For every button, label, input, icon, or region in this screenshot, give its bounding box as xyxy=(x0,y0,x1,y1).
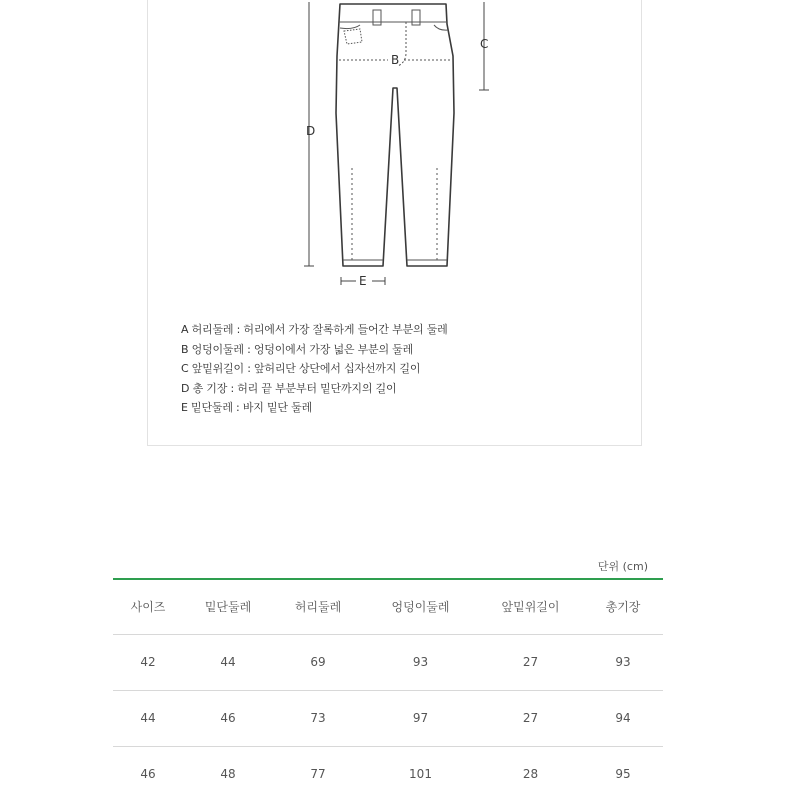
table-row xyxy=(113,690,663,746)
legend-item-hip: B 엉덩이둘레 : 엉덩이에서 가장 넓은 부분의 둘레 xyxy=(181,342,414,356)
table-cell: 93 xyxy=(363,634,478,690)
table-cell: 28 xyxy=(478,746,583,800)
table-cell: 46 xyxy=(183,690,273,746)
table-cell: 69 xyxy=(273,634,363,690)
table-row xyxy=(113,634,663,690)
size-table xyxy=(113,578,663,800)
measurement-legend xyxy=(181,320,448,418)
legend-item-front-rise: C 앞밑위길이 : 앞허리단 상단에서 십자선까지 길이 xyxy=(181,362,421,375)
table-cell: 46 xyxy=(113,746,183,800)
pants-outline xyxy=(336,4,454,266)
table-cell: 27 xyxy=(478,634,583,690)
table-cell: 48 xyxy=(183,746,273,800)
legend-item-total-length: D 총 기장 : 허리 끝 부분부터 밑단까지의 길이 xyxy=(181,381,397,395)
header-size: 사이즈 xyxy=(113,579,183,634)
legend-item-waist: A 허리둘레 : 허리에서 가장 잘록하게 들어간 부분의 둘레 xyxy=(181,323,448,336)
table-cell: 27 xyxy=(478,690,583,746)
header-front-rise: 앞밑위길이 xyxy=(478,579,583,634)
table-cell: 101 xyxy=(363,746,478,800)
header-hem: 밑단둘레 xyxy=(183,579,273,634)
dimension-b-label: B xyxy=(391,53,400,67)
table-cell: 42 xyxy=(113,634,183,690)
dimension-e-label: E xyxy=(359,274,367,288)
table-cell: 44 xyxy=(183,634,273,690)
table-cell: 44 xyxy=(113,690,183,746)
legend-item-hem: E 밑단둘레 : 바지 밑단 둘레 xyxy=(181,401,312,414)
table-header-row xyxy=(113,579,663,634)
table-cell: 93 xyxy=(583,634,663,690)
table-row xyxy=(113,746,663,800)
header-total-length: 총기장 xyxy=(583,579,663,634)
header-waist: 허리둘레 xyxy=(273,579,363,634)
table-cell: 95 xyxy=(583,746,663,800)
table-cell: 97 xyxy=(363,690,478,746)
header-hip: 엉덩이둘레 xyxy=(363,579,478,634)
table-cell: 94 xyxy=(583,690,663,746)
dimension-d-label: D xyxy=(306,124,316,138)
table-cell: 73 xyxy=(273,690,363,746)
table-cell: 77 xyxy=(273,746,363,800)
unit-label: 단위 (cm) xyxy=(597,560,648,573)
dimension-c-label: C xyxy=(480,37,489,51)
